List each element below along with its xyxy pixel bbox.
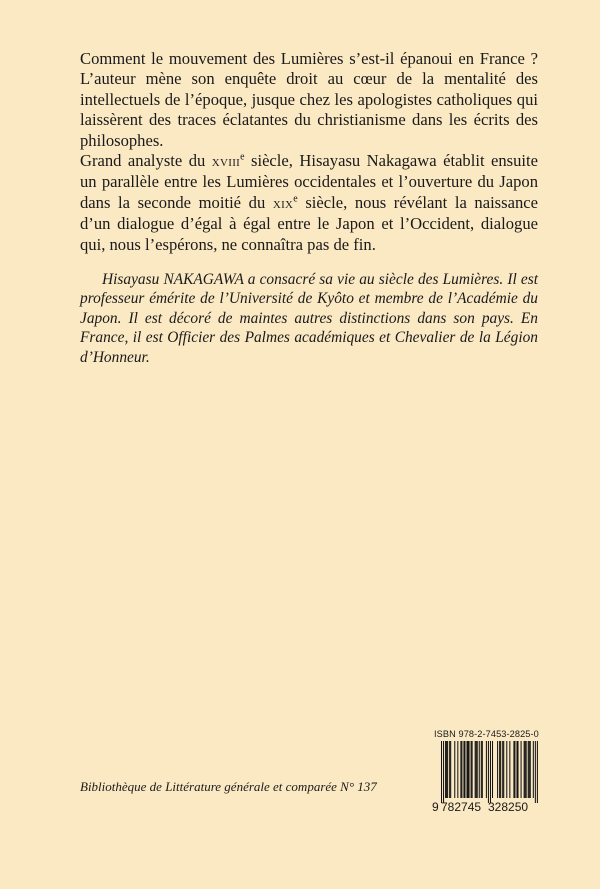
isbn-label: ISBN 978-2-7453-2825-0	[434, 729, 539, 739]
barcode-bar	[497, 741, 498, 798]
barcode-bar	[443, 741, 444, 803]
barcode-bar	[488, 741, 489, 803]
description-text: siècle, Hisayasu Nakagawa établit ensuite un parallèle entre les Lumières occidentales et l’ouverture du Japon dans la seconde moitié du	[80, 151, 538, 212]
barcode-bar	[492, 741, 493, 798]
barcode-bar	[446, 741, 447, 798]
barcode-bar	[481, 741, 482, 798]
barcode-bar	[445, 741, 446, 798]
barcode-bar	[454, 741, 455, 798]
barcode-bar	[509, 741, 510, 798]
century-superscript: e	[240, 151, 245, 163]
barcode-bar	[472, 741, 473, 798]
barcode-bar	[500, 741, 501, 798]
barcode-left-group: 782745	[441, 800, 482, 814]
barcode-bar	[516, 741, 517, 798]
isbn-barcode	[432, 729, 540, 815]
barcode-bar	[477, 741, 478, 798]
century-superscript: e	[293, 193, 298, 205]
barcode-bar	[506, 741, 507, 798]
barcode-bar	[475, 741, 476, 798]
barcode-bar	[503, 741, 504, 798]
barcode-bar	[482, 741, 483, 798]
barcode-first-digit: 9	[432, 800, 439, 814]
series-line: Bibliothèque de Littérature générale et comparée N° 137	[80, 779, 377, 794]
barcode-bar	[518, 741, 519, 798]
barcode-bar	[529, 741, 530, 798]
description-paragraph-2	[80, 151, 538, 255]
century-19: xix	[272, 194, 294, 212]
barcode-bar	[502, 741, 503, 798]
barcode-bar	[463, 741, 464, 798]
barcode-bar	[521, 741, 522, 798]
barcode-bar	[486, 741, 487, 798]
barcode-bar	[476, 741, 477, 798]
barcode-bar	[514, 741, 515, 798]
description-text: Grand analyste du	[80, 151, 212, 171]
barcode-bar	[525, 741, 526, 798]
barcode-bar	[447, 741, 448, 798]
barcode-bar	[464, 741, 465, 798]
barcode-bar	[441, 741, 442, 803]
century-18: xviii	[211, 153, 241, 171]
barcode-bars	[432, 741, 540, 803]
barcode-right-group: 328250	[488, 800, 529, 814]
barcode-bar	[535, 741, 536, 803]
barcode-bar	[450, 741, 451, 798]
barcode-bar	[530, 741, 531, 798]
barcode-bar	[449, 741, 450, 798]
barcode-bar	[526, 741, 527, 798]
barcode-bar	[533, 741, 534, 798]
description-paragraph-1: Comment le mouvement des Lumières s’est-il épanoui en France ? L’auteur mène son enquête droit au cœur de la mentalité des intellectuels de l’époque, jusque chez les apologistes catholiques qui laissèrent des traces éclatantes du christianisme dans les écrits des philosophes.	[80, 49, 538, 150]
barcode-bar	[469, 741, 470, 798]
barcode-bar	[457, 741, 458, 798]
barcode-bar	[537, 741, 538, 803]
barcode-bar	[528, 741, 529, 798]
book-description	[80, 49, 538, 255]
author-bio: Hisayasu NAKAGAWA a consacré sa vie au siècle des Lumières. Il est professeur émérite de l’Université de Kyôto et membre de l’Académie du Japon. Il est décoré de maintes autres distinctions dans son pays. En France, il est Officier des Palmes académiques et Chevalier de la Légion d’Honneur.	[80, 271, 538, 366]
barcode-bar	[471, 741, 472, 798]
barcode-bar	[467, 741, 468, 798]
barcode-bar	[461, 741, 462, 798]
barcode-bar	[490, 741, 491, 803]
barcode-bar	[524, 741, 525, 798]
barcode-bar	[499, 741, 500, 798]
description-text: siècle, nous révélant la naissance d’un dialogue d’égal à égal entre le Japon et l’Occident, dialogue qui, nous l’espérons, ne connaîtra pas de fin.	[80, 192, 538, 254]
barcode-bar	[479, 741, 480, 798]
barcode-bar	[468, 741, 469, 798]
barcode-bar	[460, 741, 461, 798]
barcode-bar	[513, 741, 514, 798]
